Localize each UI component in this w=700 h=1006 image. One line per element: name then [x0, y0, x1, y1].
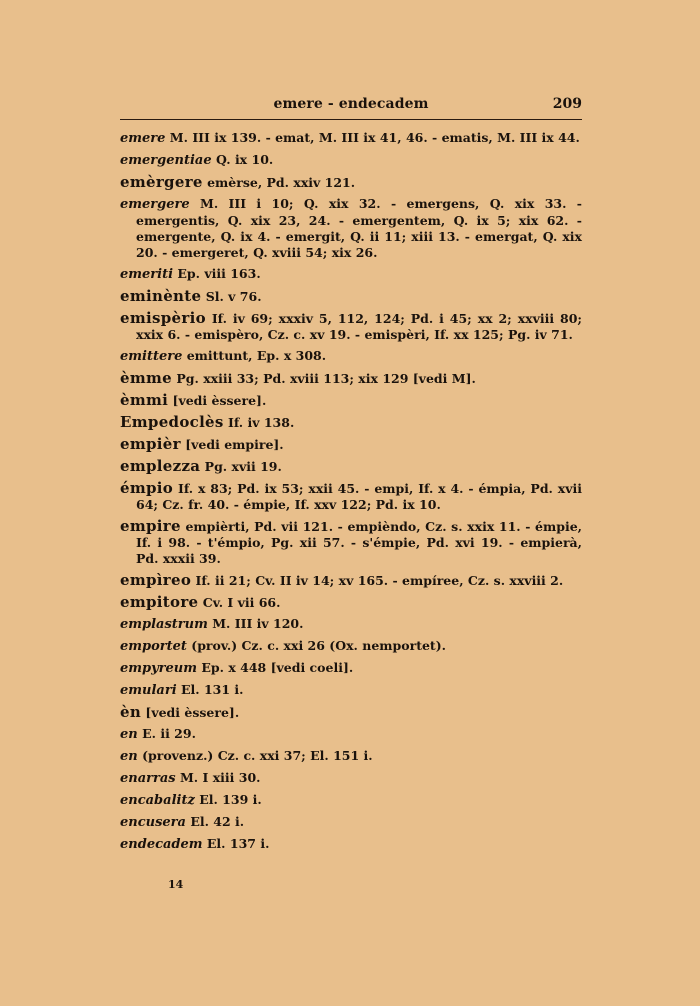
entry-headword: empìreo — [120, 571, 192, 589]
dictionary-entry — [120, 726, 582, 743]
entry-text: [vedi èssere]. — [145, 705, 240, 720]
signature-mark: 14 — [168, 878, 184, 891]
entry-headword: èn — [120, 703, 142, 721]
dictionary-entry — [120, 616, 582, 633]
dictionary-entry — [120, 748, 582, 765]
entry-text: emèrse, Pd. xxiv 121. — [207, 175, 356, 190]
entry-text: E. ii 29. — [142, 726, 196, 741]
dictionary-entry — [120, 638, 582, 655]
entry-headword: emportet — [120, 639, 187, 654]
dictionary-entry — [120, 152, 582, 169]
header-rule — [120, 119, 582, 120]
entry-headword: emplastrum — [120, 617, 208, 632]
page-number: 209 — [552, 96, 582, 112]
dictionary-entry — [120, 310, 582, 343]
dictionary-entry — [120, 594, 582, 611]
dictionary-entry — [120, 792, 582, 809]
running-title: emere - endecadem — [273, 96, 429, 112]
entry-headword: emplezza — [120, 457, 201, 475]
entry-headword: émpio — [120, 479, 174, 497]
entry-text: emittunt, Ep. x 308. — [186, 348, 327, 363]
entry-headword: encabalitz — [120, 793, 195, 808]
entry-text: El. 131 i. — [181, 682, 244, 697]
entry-text: El. 42 i. — [190, 814, 245, 829]
entry-headword: emispèrio — [120, 309, 206, 327]
dictionary-entry — [120, 130, 582, 147]
entry-headword: en — [120, 727, 138, 742]
dictionary-entry — [120, 572, 582, 589]
entry-headword: emeriti — [120, 267, 174, 282]
dictionary-entry — [120, 266, 582, 283]
entry-headword: en — [120, 749, 138, 764]
entry-text: M. I xiii 30. — [179, 770, 261, 785]
entry-text: (provenz.) Cz. c. xxi 37; El. 151 i. — [142, 748, 373, 763]
dictionary-entry — [120, 436, 582, 453]
entry-text: Ep. viii 163. — [177, 266, 261, 281]
entry-headword: emere — [120, 131, 166, 146]
dictionary-entry — [120, 392, 582, 409]
entry-headword: emèrgere — [120, 173, 203, 191]
dictionary-entry — [120, 414, 582, 431]
entry-headword: emergentiae — [120, 153, 212, 168]
dictionary-entry — [120, 348, 582, 365]
dictionary-entry — [120, 836, 582, 853]
entry-text: Q. ix 10. — [215, 152, 274, 167]
entry-text: If. x 83; Pd. ix 53; xxii 45. - empi, If. x 4. - émpia, Pd. xvii 64; Cz. fr. 40. - émpie, If. xxv 122; Pd. ix 10. — [136, 481, 582, 512]
entry-text: Sl. v 76. — [205, 289, 262, 304]
dictionary-entry — [120, 370, 582, 387]
dictionary-entry — [120, 682, 582, 699]
dictionary-entry — [120, 704, 582, 721]
dictionary-entry — [120, 660, 582, 677]
entry-text: (prov.) Cz. c. xxi 26 (Ox. nemportet). — [191, 638, 446, 653]
entry-text: M. III iv 120. — [212, 616, 304, 631]
entry-headword: encusera — [120, 815, 186, 830]
running-head — [120, 96, 582, 118]
dictionary-entries — [120, 130, 582, 858]
entry-text: Pg. xvii 19. — [204, 459, 282, 474]
entry-text: [vedi empire]. — [185, 437, 284, 452]
entry-text: Pg. xxiii 33; Pd. xviii 113; xix 129 [vedi M]. — [176, 371, 476, 386]
entry-headword: èmmi — [120, 391, 169, 409]
entry-text: If. iv 69; xxxiv 5, 112, 124; Pd. i 45; xx 2; xxviii 80; xxix 6. - emispèro, Cz. c. xv 19. - emispèri, If. xx 125; Pg. iv 71. — [136, 311, 583, 342]
dictionary-entry — [120, 458, 582, 475]
dictionary-entry — [120, 196, 582, 261]
entry-headword: Empedoclès — [120, 413, 224, 431]
entry-text: [vedi èssere]. — [172, 393, 267, 408]
entry-text: Cv. I vii 66. — [202, 595, 281, 610]
entry-headword: emittere — [120, 349, 183, 364]
entry-text: M. III i 10; Q. xix 32. - emergens, Q. xix 33. - emergentis, Q. xix 23, 24. - emergentem, Q. ix 5; xix 62. - emergente, Q. ix 4. - emergit, Q. ii 11; xiii 13. - emergat, Q. xix 20. - emergeret, Q. xviii 54; xix 26. — [136, 196, 582, 260]
entry-headword: endecadem — [120, 837, 203, 852]
entry-headword: empire — [120, 517, 181, 535]
entry-headword: emulari — [120, 683, 177, 698]
entry-text: El. 139 i. — [199, 792, 262, 807]
entry-headword: empyreum — [120, 661, 197, 676]
dictionary-entry — [120, 770, 582, 787]
entry-headword: enarras — [120, 771, 176, 786]
dictionary-entry — [120, 814, 582, 831]
dictionary-entry — [120, 518, 582, 567]
entry-text: Ep. x 448 [vedi coeli]. — [201, 660, 354, 675]
entry-headword: empitore — [120, 593, 199, 611]
entry-text: If. ii 21; Cv. II iv 14; xv 165. - empíree, Cz. s. xxviii 2. — [195, 573, 564, 588]
entry-headword: empièr — [120, 435, 181, 453]
entry-text: empièrti, Pd. vii 121. - empièndo, Cz. s. xxix 11. - émpie, If. i 98. - t'émpio, Pg. xii 57. - s'émpie, Pd. xvi 19. - empierà, Pd. xxxii 39. — [136, 519, 582, 566]
entry-headword: eminènte — [120, 287, 202, 305]
dictionary-entry — [120, 480, 582, 513]
dictionary-entry — [120, 288, 582, 305]
entry-text: If. iv 138. — [228, 415, 295, 430]
entry-headword: emergere — [120, 197, 190, 212]
entry-text: El. 137 i. — [206, 836, 270, 851]
entry-text: M. III ix 139. - emat, M. III ix 41, 46. - ematis, M. III ix 44. — [169, 130, 580, 145]
entry-headword: èmme — [120, 369, 173, 387]
dictionary-entry — [120, 174, 582, 191]
